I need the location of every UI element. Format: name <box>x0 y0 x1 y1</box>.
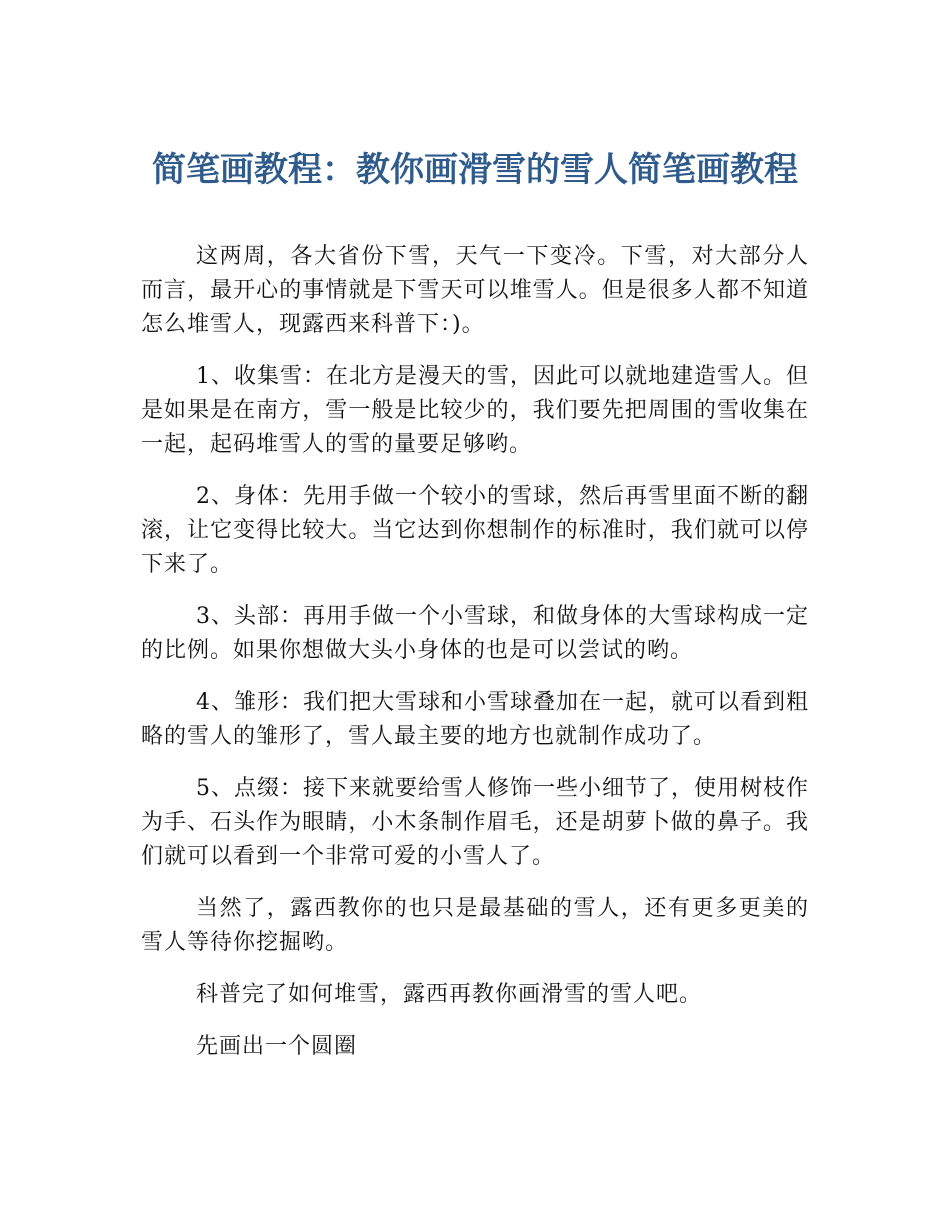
page-title: 简笔画教程：教你画滑雪的雪人简笔画教程 <box>152 150 798 190</box>
paragraph-step-2-body: 2、身体：先用手做一个较小的雪球，然后再雪里面不断的翻滚，让它变得比较大。当它达到你想制作的标准时，我们就可以停下来了。 <box>141 484 809 577</box>
paragraph-step-3-head: 3、头部：再用手做一个小雪球，和做身体的大雪球构成一定的比例。如果你想做大头小身体的也是可以尝试的哟。 <box>141 604 809 663</box>
paragraph-step-4-shape: 4、雏形：我们把大雪球和小雪球叠加在一起，就可以看到粗略的雪人的雏形了，雪人最主要的地方也就制作成功了。 <box>141 690 809 749</box>
article-body <box>141 240 809 1082</box>
paragraph-more-snowmen: 当然了，露西教你的也只是最基础的雪人，还有更多更美的雪人等待你挖掘哟。 <box>141 896 809 955</box>
paragraph-drawing-intro: 科普完了如何堆雪，露西再教你画滑雪的雪人吧。 <box>196 982 703 1007</box>
paragraph-draw-circle: 先画出一个圆圈 <box>196 1034 358 1059</box>
paragraph-step-5-decorate: 5、点缀：接下来就要给雪人修饰一些小细节了，使用树枝作为手、石头作为眼睛，小木条制作眉毛，还是胡萝卜做的鼻子。我们就可以看到一个非常可爱的小雪人了。 <box>141 776 809 869</box>
paragraph-step-1-collect-snow: 1、收集雪：在北方是漫天的雪，因此可以就地建造雪人。但是如果是在南方，雪一般是比较少的，我们要先把周围的雪收集在一起，起码堆雪人的雪的量要足够哟。 <box>141 364 809 457</box>
paragraph-intro: 这两周，各大省份下雪，天气一下变冷。下雪，对大部分人而言，最开心的事情就是下雪天可以堆雪人。但是很多人都不知道怎么堆雪人，现露西来科普下：)。 <box>141 244 809 337</box>
